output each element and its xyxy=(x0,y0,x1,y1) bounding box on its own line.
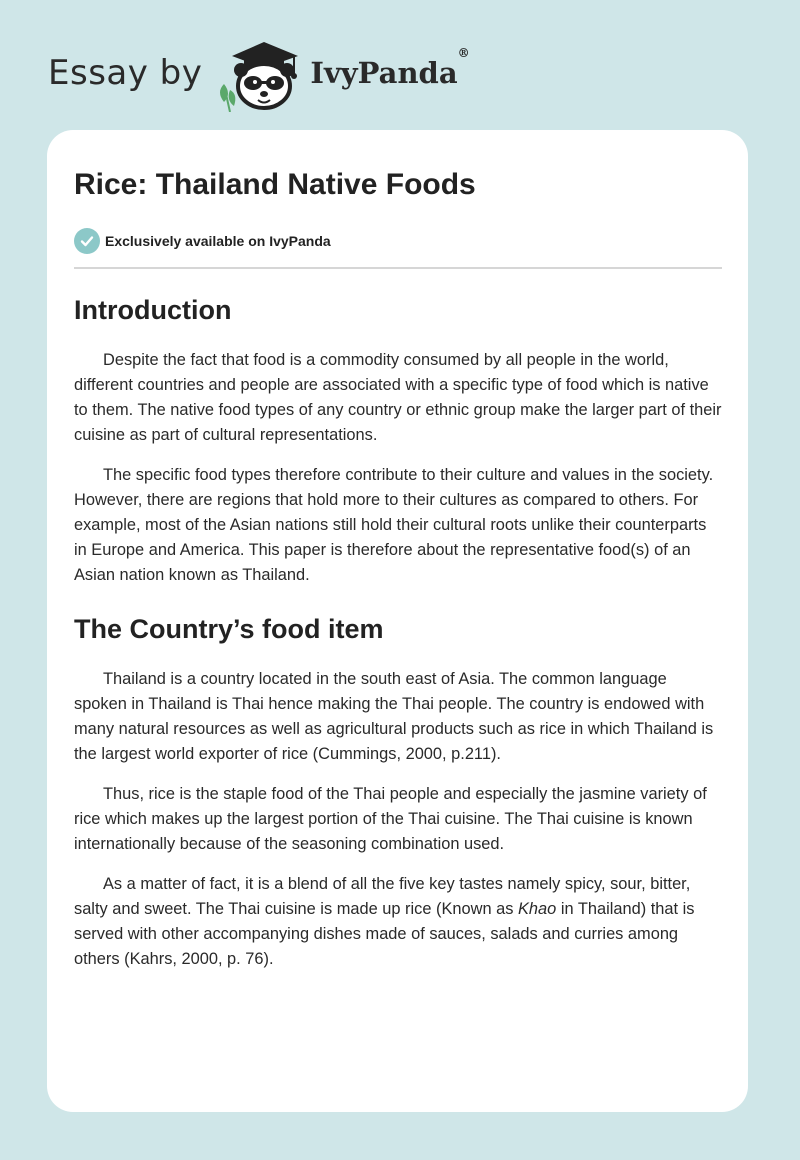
exclusive-badge-text: Exclusively available on IvyPanda xyxy=(105,233,331,249)
panda-graduate-icon xyxy=(214,34,306,112)
essay-title: Rice: Thailand Native Foods xyxy=(74,168,476,201)
essay-card xyxy=(47,130,748,1112)
italic-term: Khao xyxy=(518,900,557,918)
brand-name-text: IvyPanda xyxy=(310,56,458,90)
exclusive-badge xyxy=(74,228,722,254)
registered-mark: ® xyxy=(457,46,470,60)
brand-header[interactable] xyxy=(48,34,470,112)
paragraph-text: As a matter of fact, it is a blend of all the five key tastes namely spicy, sour, bitter, salty and sweet. The Thai cuisine is made up rice (Known as xyxy=(74,875,691,918)
section-heading-food-item: The Country’s food item xyxy=(74,614,384,644)
brand-prefix: Essay by xyxy=(48,53,203,93)
section-heading-introduction: Introduction xyxy=(74,295,232,325)
check-circle-icon xyxy=(74,228,100,254)
paragraph: Despite the fact that food is a commodity consumed by all people in the world, different countries and people are associated with a specific type of food which is native to them. The native food types of any country or ethnic group make the larger part of their cuisine as part of cultural representations. xyxy=(74,351,722,444)
paragraph xyxy=(74,872,722,972)
paragraph: Thus, rice is the staple food of the Thai people and especially the jasmine variety of rice which makes up the largest portion of the Thai cuisine. The Thai cuisine is known internationally because of the seasoning combination used. xyxy=(74,785,707,853)
title-divider xyxy=(74,267,722,269)
paragraph: Thailand is a country located in the south east of Asia. The common language spoken in Thailand is Thai hence making the Thai people. The country is endowed with many natural resources as well as agricultural products such as rice in which Thailand is the largest world exporter of rice (Cummings, 2000, p.211). xyxy=(74,670,714,763)
brand-name xyxy=(310,46,470,90)
paragraph: The specific food types therefore contribute to their culture and values in the society. However, there are regions that hold more to their cultures as compared to others. For example, most of the Asian nations still hold their cultural roots unlike their counterparts in Europe and America. This paper is therefore about the representative food(s) of an Asian nation known as Thailand. xyxy=(74,466,714,584)
paragraph-text: in Thailand) that is served with other accompanying dishes made of sauces, salads and curries among others (Kahrs, 2000, p. 76). xyxy=(74,900,695,968)
